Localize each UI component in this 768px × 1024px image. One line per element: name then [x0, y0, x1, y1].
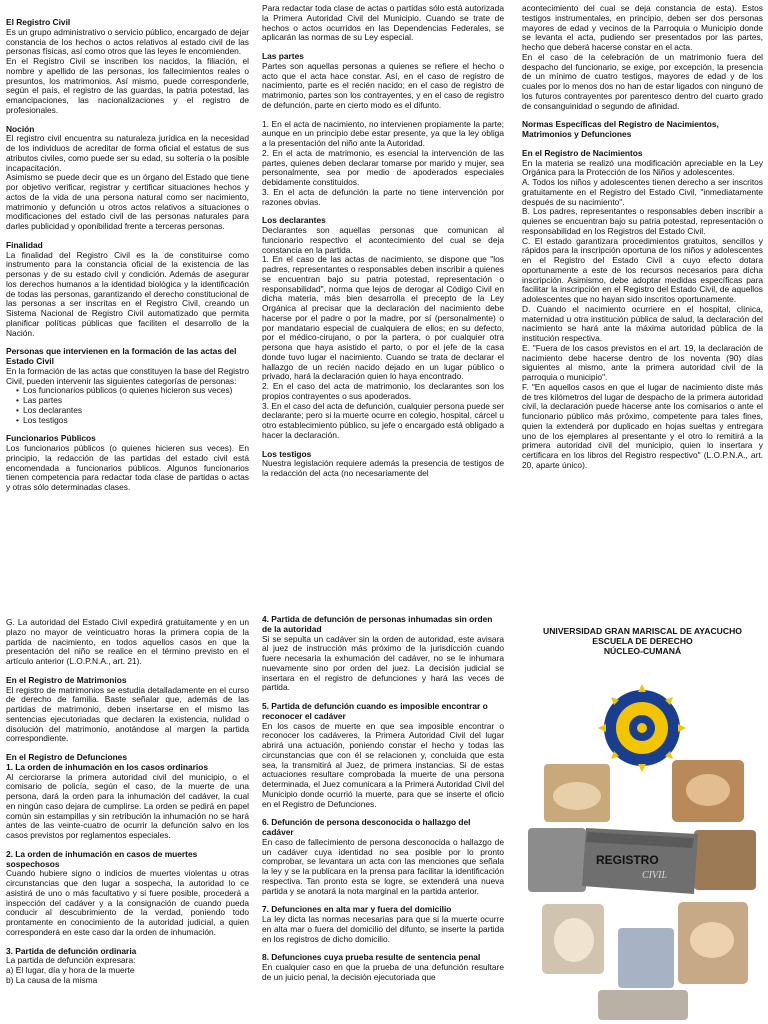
paragraph: La ley dicta las normas necesarias para que si la muerte ocurre en alta mar o fuera del domicilio del difunto, se inserte la partida en los registros de dicho domicilio.: [262, 914, 504, 944]
registro-civil-banner: [582, 828, 698, 894]
heading-item-7: 7. Defunciones en alta mar y fuera del domicilio: [262, 904, 452, 915]
paragraph: En el Registro Civil se inscriben los nacidos, la filiación, el nombre y apellido de las personas, los fallecimientos reales o presuntos, los matrimonios. Así mismo, puede corresponderle, según el país, el registro de las guardas, la patria potestad, las emancipaciones, las nacionalizaciones y el registro de profesionales.: [6, 56, 249, 115]
paragraph: Es un grupo administrativo o servicio público, encargado de dejar constancia de los hechos o actos relativos al estado civil de las personas físicas, así como otros que las leyes le encomienden.: [6, 26, 249, 57]
heading-inhumacion-sospechosa: 2. La orden de inhumación en casos de muertes sospechosos: [6, 848, 198, 869]
paragraph: b) La causa de la misma: [6, 974, 98, 985]
paragraph: 3. En el caso del acta de defunción, cualquier persona puede ser declarante; pero si la muerte ocurre en colegio, hospital, cárcel u otro establecimiento público, su jefe o encargado está obligado a hacer la declaración.: [262, 400, 504, 440]
paragraph: A. Todos los niños y adolescentes tienen derecho a ser inscritos gratuitamente en el Registro del Estado Civil, "inmediatamente después de su nacimiento".: [522, 177, 763, 207]
cover-panel: [522, 626, 763, 1024]
paragraph: La finalidad del Registro Civil es la de constituirse como instrumento para la constancia oficial de la existencia de las personas y de su estado civil y condición. Además de asegurar los derechos humanos a la identidad biológica y la identificación de todas las personas, garantizando el derecho constitucional de las personas a ser inscritas en el Registro Civil, creando un Sistema Nacional de Registro Civil automatizado que permita planificar políticas públicas que faciliten el desarrollo de la Nación.: [6, 249, 249, 338]
paragraph: G. La autoridad del Estado Civil expedirá gratuitamente y en un plazo no mayor de veinticuatro horas la primera copia de la partida de nacimiento, en todos aquellos casos en que la presentación del niño se realice en el término previsto en el artículo anterior (L.O.P.N.A., art. 21).: [6, 618, 249, 666]
panel-registro-civil: [6, 18, 249, 558]
heading-item-8: 8. Defunciones cuya prueba resulte de sentencia penal: [262, 952, 481, 963]
list-item: • Los testigos: [16, 416, 249, 426]
heading-finalidad: Finalidad: [6, 239, 43, 250]
banner-sub: CIVIL: [642, 870, 667, 881]
paragraph: 1. En el acta de nacimiento, no intervienen propiamente la parte; aunque en un principio debe estar presente, ya que la ley obliga a la presentación del niño ante la Autoridad.: [262, 118, 504, 148]
list-personas: [6, 386, 249, 425]
paragraph: E. "Fuera de los casos previstos en el art. 19, la declaración de nacimiento debe hacerse dentro de los noventa (90) días siguientes al mismo, ante la primera autoridad civil de la parroquia o municipio".: [522, 342, 763, 382]
paragraph: C. El estado garantizara procedimientos gratuitos, sencillos y rápidos para la inscripción oportuna de los niños y adolescentes en el Registro del Estado Civil a cuyo efecto dotara oportunamente a este de los recursos necesarios para dicha inscripción. Asimismo, debe adoptar medidas específicas para facilitar la inscripción en el Registro del Estado Civil, de aquellos adolescentes que no hayan sido inscritos oportunamente.: [522, 235, 763, 304]
heading-partida-ordinaria: 3. Partida de defunción ordinaria: [6, 945, 137, 956]
paragraph: Los funcionarios públicos (o quienes hicieren sus veces). En principio, la redacción de las partidas del estado civil está encomendada a funcionarios públicos. Algunos funcionarios tienen competencia para redactar toda clase de partidas o actas y otras sólo determinadas clases.: [6, 443, 249, 492]
paragraph: La partida de defunción expresara:: [6, 955, 136, 966]
paragraph: 3. En el acta de defunción la parte no tiene intervención por razones obvias.: [262, 186, 504, 207]
paragraph: En la materia se realizó una modificación apreciable en la Ley Orgánica para la Protección de los Niños y adolescentes.: [522, 157, 763, 178]
list-item: • Las partes: [16, 396, 249, 406]
campus-name: NÚCLEO-CUMANÁ: [603, 646, 682, 657]
heading-item-5: 5. Partida de defunción cuando es imposible encontrar o reconocer el cadáver: [262, 701, 488, 721]
list-item: • Los declarantes: [16, 406, 249, 416]
paragraph: En los casos de muerte en que sea imposible encontrar o reconocer los cadáveres, la Primera Autoridad Civil del lugar abrirá una actuación, poniendo constar el hecho y todas las circunstancias que con él se relacionen y, concluida que esta sea, la transmitirá al Juez, de primera instancias. Si de estas actuaciones resultare comprobada la muerte de una persona determinada, el Juez comunicara a la Primera Autoridad Civil del Municipio donde ocurrió la muerte, para que se inserte el oficio en el Registro de Defunciones.: [262, 720, 504, 809]
paragraph: Declarantes son aquellas personas que comunican al funcionario respectivo el acontecimiento del cual se deja constancia en la partida.: [262, 225, 504, 255]
university-emblem-icon: [598, 684, 686, 772]
paragraph: Al cerciorarse la primera autoridad civil del municipio, o el comisario de policía, según el caso, de la muerte de una persona, dará la orden para la inhumación del cadáver, la cual en ningún caso dejara de cumplirse. La orden se pedirá en papel común sin estampillas y sin retribución la inhumación no se hará antes de las veinte-cuatro de ocurrir la defunción salvo en los casos previstos por reglamentos especiales.: [6, 771, 249, 840]
heading-normas: Normas Específicas del Registro de Nacimientos, Matrimonios y Defunciones: [522, 119, 719, 139]
heading-matrimonios: En el Registro de Matrimonios: [6, 674, 127, 685]
heading-registro-civil: El Registro Civil: [6, 18, 71, 27]
panel-partes-declarantes: [262, 4, 504, 564]
heading-testigos: Los testigos: [262, 448, 312, 459]
paragraph: 2. En el acta de matrimonio, es esencial la intervención de las partes, quienes deben declarar tomarse por marido y mujer, sea personalmente, sea por medio de apoderados especiales debidamente constituidos.: [262, 147, 504, 187]
paragraph: Cuando hubiere signo o indicios de muertes violentas u otras circunstancias que den lugar a sospecha, la autoridad lo ce asistirá de uno o más facultativo y si fuere posible, procederá a inspección del cadáver y a la consignación de cuando pueda conducir al descubrimiento de la verdad, poniendo todo prontamente en conocimiento de la autoridad judicial, a quien corresponderá en este caso dar la orden de inhumación.: [6, 868, 249, 937]
paragraph: Si se sepulta un cadáver sin la orden de autoridad, este avisara al juez de instrucción más próximo de la jurisdicción cuando fuere necesaria la exhumación del cadáver, no se le inhumara nuevamente sino por orden del juez. La decisión judicial se insertara en el registro de defunciones y hará las veces de partida.: [262, 633, 504, 693]
heading-item-4: 4. Partida de defunción de personas inhumadas sin orden de la autoridad: [262, 615, 493, 634]
heading-nocion: Noción: [6, 123, 35, 134]
paragraph: El registro de matrimonios se estudia detalladamente en el curso de derecho de familia. Baste señalar que, además de las partidas de matrimonio, deben insertarse en el mismo las sentencias ejecutoriadas que declaren la existencia, nulidad o disolución del matrimonio, anotándose al margen la partida correspondiente.: [6, 684, 249, 744]
panel-normas-nacimientos: [522, 4, 763, 574]
banner-word: REGISTRO: [596, 853, 659, 867]
paragraph: Partes son aquellas personas a quienes se refiere el hecho o acto que el acta hace constar. Así, en el caso de registro de nacimiento, parte es el recién nacido; en el caso de registro de matrimonio, partes son los contrayentes, y en el caso de registro de defunción, parte en cierto modo es el difunto.: [262, 60, 504, 110]
paragraph: Nuestra legislación requiere además la presencia de testigos de la redacción del acta (no necesariamente del: [262, 458, 504, 478]
paragraph: acontecimiento del cual se deja constancia de esta). Estos testigos instrumentales, en principio, deben ser dos personas mayores de edad y vecinos de la Parroquia o Municipio donde se levanta el acta, pudiendo ser presentados por las partes, hecho que deberá hacerse constar en el acta.: [522, 4, 763, 52]
paragraph: En la formación de las actas que constituyen la base del Registro Civil, pueden intervenir las siguientes categorías de personas:: [6, 365, 249, 386]
list-item: • Los funcionarios públicos (o quienes hicieron sus veces): [16, 386, 249, 396]
paragraph: En caso de fallecimiento de persona desconocida o hallazgo de un cadáver cuya identidad no sea posible por lo pronto comprobar, se levantara un acta con las menciones que señala la ley y se la publicara en la prensa para facilitar la identificación respectiva. Tan pronto esta se logre, se extenderá una nueva partida y se anotará la nota marginal en la partida anterior.: [262, 836, 504, 896]
university-name: UNIVERSIDAD GRAN MARISCAL DE AYACUCHO: [543, 626, 742, 636]
heading-declarantes: Los declarantes: [262, 215, 326, 226]
heading-personas: Personas que intervienen en la formación de las actas del Estado Civil: [6, 346, 237, 366]
paragraph: 2. En el caso del acta de matrimonio, los declarantes son los propios contrayentes o sus apoderados.: [262, 381, 504, 401]
school-name: ESCUELA DE DERECHO: [592, 636, 693, 647]
heading-inhumacion-ordinaria: 1. La orden de inhumación en los casos ordinarios: [6, 761, 208, 772]
paragraph: F. "En aquellos casos en que el lugar de nacimiento diste más de tres kilómetros del lugar de despacho de la primera autoridad civil, la declaración puede hacerse ante los comisarios o ante el funcionario público más próximo, competente para tales fines, quien la extenderá por duplicado en hojas sueltas y entregara uno de los ejemplares al presentante y el otro lo remitirá a la primera autoridad civil del municipio, quien lo insertara y certificara en los libros del Registro respectivo" (L.O.P.N.A., art. 20, aparte único).: [522, 381, 763, 470]
paragraph: 1. En el caso de las actas de nacimiento, se dispone que "los padres, representantes o responsables deben inscribir a quienes se encuentran bajo su patria potestad, representación o responsabilidad", norma que lejos de derogar al Código Civil en dicha materia, más bien desarrolla el precepto de la Ley Orgánica al precisar que la declaración del nacimiento debe hacerse por el padre o por la madre, por sí (personalmente) o por mandatario especial de cualquiera de ellos; en su defecto, por el médico-cirujano, o por la partera, o por cualquier otra persona que haya asistido el parto, o por el jefe de la casa donde tuvo lugar el nacimiento. Cuando se trata de declarar el hallazgo de un recién nacido dejado en un lugar público o privado, hará la declaración quien lo haya encontrado.: [262, 254, 504, 382]
panel-partidas-defuncion: [262, 615, 504, 1024]
cover-collage: [522, 678, 763, 1024]
paragraph: En el caso de la celebración de un matrimonio fuera del despacho del funcionario, se exige, por excepción, la presencia de un mínimo de cuatro testigos, mayores de edad y de los cuales por lo menos dos no han de estar ligados con ninguno de los futuros contrayentes por parentesco dentro del cuarto grado de consanguinidad o segundo de afinidad.: [522, 51, 763, 111]
heading-partes: Las partes: [262, 51, 304, 61]
paragraph: Para redactar toda clase de actas o partidas sólo está autorizada la Primera Autoridad Civil del Municipio. Cuando se trate de hechos o actos ocurridos en las Dependencias Federales, se aplicarán las normas de su Ley especial.: [262, 4, 504, 43]
heading-item-6: 6. Defunción de persona desconocida o hallazgo del cadáver: [262, 817, 471, 837]
heading-nacimientos: En el Registro de Nacimientos: [522, 147, 643, 158]
heading-defunciones: En el Registro de Defunciones: [6, 752, 127, 762]
paragraph: a) El lugar, día y hora de la muerte: [6, 965, 135, 975]
paragraph: B. Los padres, representantes o responsables deben inscribir a quienes se encuentran bajo su patria potestad, representación o responsabilidad en los Registros del Estado Civil.: [522, 206, 763, 236]
paragraph: Asimismo se puede decir que es un órgano del Estado que tiene por objetivo verificar, registrar y certificar situaciones hechos y actos de la vida de una persona natural como ser nacimiento, matrimonio y defunción u otros actos relativos a situaciones o modificaciones del estado civil de las personas naturales para darles publicidad y oponibilidad frente a terceras personas.: [6, 172, 249, 231]
panel-matrimonios-defunciones: [6, 618, 249, 1024]
paragraph: El registro civil encuentra su naturaleza jurídica en la necesidad de los individuos de acreditar de forma oficial el estatus de sus atributos civiles, como puede ser su edad, su soltería o la posible incapacitación.: [6, 133, 249, 173]
heading-funcionarios: Funcionarios Públicos: [6, 433, 96, 444]
paragraph: D. Cuando el nacimiento ocurriere en el hospital, clínica, maternidad u otra institución pública de salud, la declaración del nacimiento se hará ante la máxima autoridad pública de la institución respectiva.: [522, 303, 763, 343]
paragraph: En cualquier caso en que la prueba de una defunción resultare de un juicio penal, la decisión ejecutoriada que: [262, 962, 504, 982]
